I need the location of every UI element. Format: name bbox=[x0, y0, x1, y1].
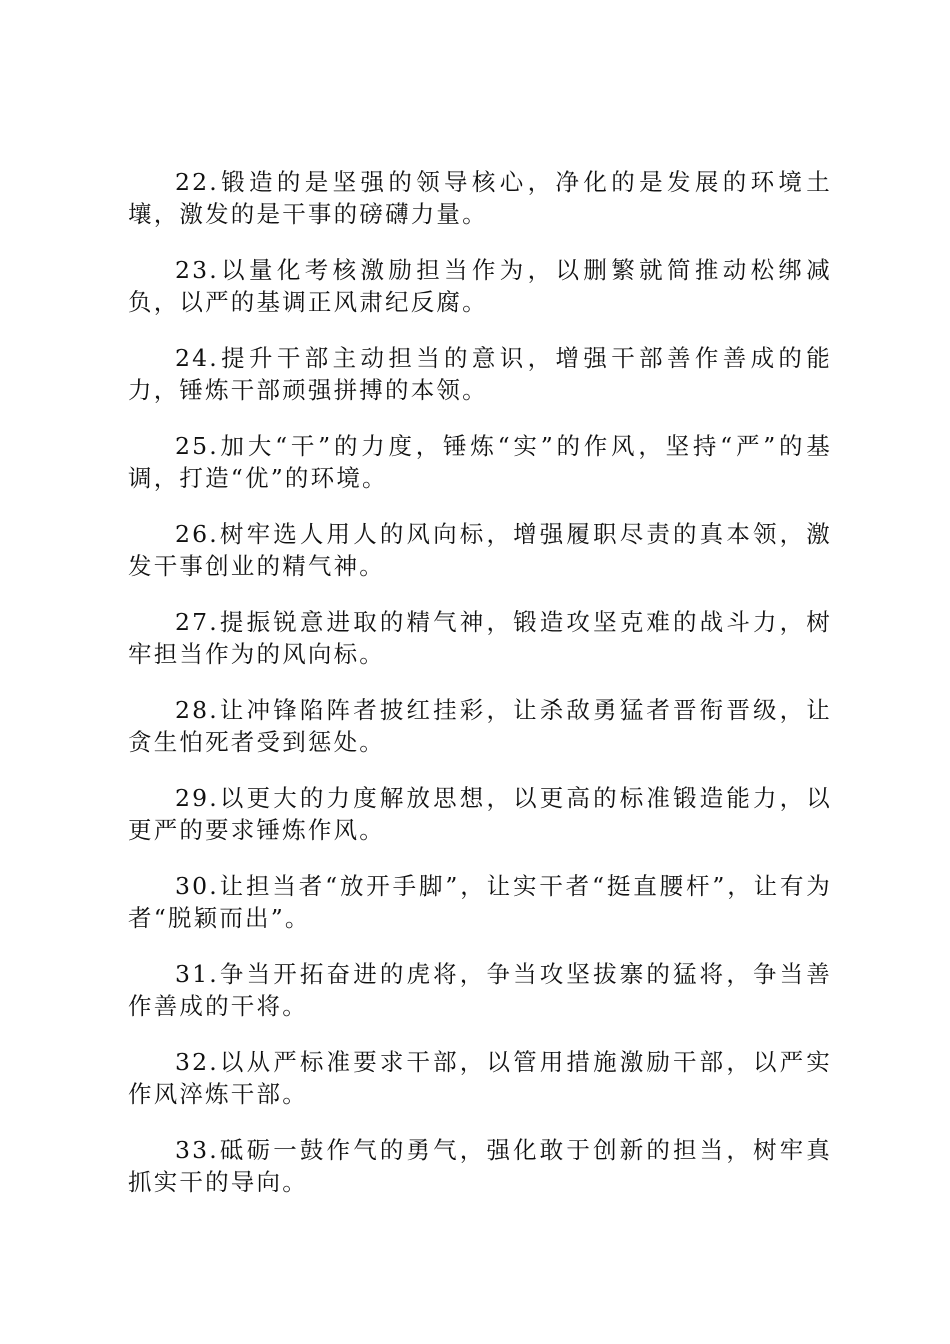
paragraph-23: 23.以量化考核激励担当作为，以删繁就简推动松绑减负，以严的基调正风肃纪反腐。 bbox=[128, 256, 832, 316]
paragraph-24: 24.提升干部主动担当的意识，增强干部善作善成的能力，锤炼干部顽强拼搏的本领。 bbox=[128, 344, 832, 404]
document-body bbox=[128, 166, 832, 1222]
paragraph-27: 27.提振锐意进取的精气神，锻造攻坚克难的战斗力，树牢担当作为的风向标。 bbox=[128, 608, 832, 668]
paragraph-32: 32.以从严标准要求干部，以管用措施激励干部，以严实作风淬炼干部。 bbox=[128, 1048, 832, 1108]
paragraph-33: 33.砥砺一鼓作气的勇气，强化敢于创新的担当，树牢真抓实干的导向。 bbox=[128, 1136, 832, 1196]
paragraph-22: 22.锻造的是坚强的领导核心，净化的是发展的环境土壤，激发的是干事的磅礴力量。 bbox=[128, 168, 832, 228]
paragraph-28: 28.让冲锋陷阵者披红挂彩，让杀敌勇猛者晋衔晋级，让贪生怕死者受到惩处。 bbox=[128, 696, 832, 756]
paragraph-26: 26.树牢选人用人的风向标，增强履职尽责的真本领，激发干事创业的精气神。 bbox=[128, 520, 832, 580]
paragraph-29: 29.以更大的力度解放思想，以更高的标准锻造能力，以更严的要求锤炼作风。 bbox=[128, 784, 832, 844]
paragraph-31: 31.争当开拓奋进的虎将，争当攻坚拔寨的猛将，争当善作善成的干将。 bbox=[128, 960, 832, 1020]
paragraph-25: 25.加大“干”的力度，锤炼“实”的作风，坚持“严”的基调，打造“优”的环境。 bbox=[128, 432, 832, 492]
paragraph-30: 30.让担当者“放开手脚”，让实干者“挺直腰杆”，让有为者“脱颖而出”。 bbox=[128, 872, 832, 932]
